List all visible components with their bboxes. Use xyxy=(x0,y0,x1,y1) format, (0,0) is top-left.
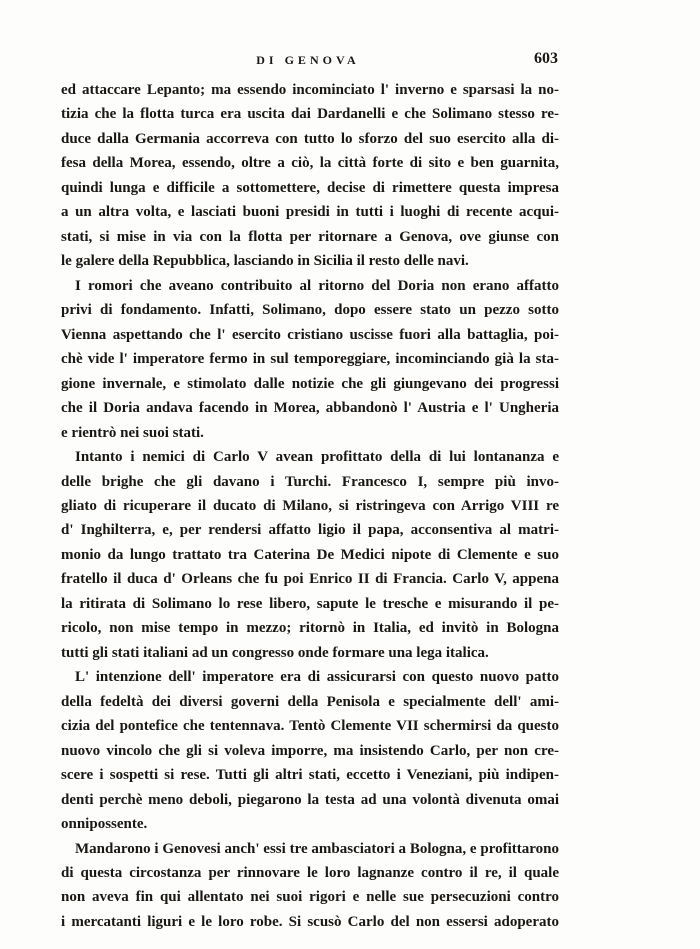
text-line: della fedeltà dei diversi governi della Penisola e specialmente dell' ami- xyxy=(61,693,559,710)
text-line: Mandarono i Genovesi anch' essi tre ambasciatori a Bologna, e profittarono xyxy=(75,840,559,857)
text-line: d' Inghilterra, e, per rendersi affatto ligio il papa, acconsentiva al matri- xyxy=(61,522,559,539)
text-line: L' intenzione dell' imperatore era di assicurarsi con questo nuovo patto xyxy=(75,669,559,686)
paragraph xyxy=(61,78,559,274)
paragraph xyxy=(61,274,559,445)
text-line: monio da lungo trattato tra Caterina De Medici nipote di Clemente e suo xyxy=(61,546,559,563)
text-line: ed attaccare Lepanto; ma essendo incominciato l' inverno e sparsasi la no- xyxy=(61,82,559,98)
paragraph xyxy=(61,837,559,935)
text-line: di questa circostanza per rinnovare le loro lagnanze contro il re, il quale xyxy=(61,865,559,881)
running-title: DI GENOVA xyxy=(256,53,360,67)
body-text xyxy=(61,78,559,934)
text-line: quindi lunga e difficile a sottomettere, decise di rimettere questa impresa xyxy=(61,179,559,196)
text-line: gliato di ricuperare il ducato di Milano, si ristringeva con Arrigo VIII re xyxy=(61,497,559,514)
text-line: e rientrò nei suoi stati. xyxy=(61,424,204,441)
text-line: fratello il duca d' Orleans che fu poi Enrico II di Francia. Carlo V, appena xyxy=(61,571,559,588)
text-line: Vienna aspettando che l' esercito cristiano uscisse fuori alla battaglia, poi- xyxy=(61,326,559,343)
text-line: tizia che la flotta turca era uscita dai Dardanelli e che Solimano stesso re- xyxy=(61,106,559,123)
text-line: cizia del pontefice che tentennava. Tentò Clemente VII schermirsi da questo xyxy=(61,718,559,735)
text-line: Intanto i nemici di Carlo V avean profittato della di lui lontananza e xyxy=(75,449,559,466)
text-line: la ritirata di Solimano lo rese libero, sapute le tresche e misurando il pe- xyxy=(61,595,559,612)
text-line: scere i sospetti si rese. Tutti gli altri stati, eccetto i Veneziani, più indipen- xyxy=(61,767,559,784)
text-line: le galere della Repubblica, lasciando in Sicilia il resto delle navi. xyxy=(61,253,469,270)
text-line: non aveva fin qui allentato nei suoi rigori e nelle sue persecuzioni contro xyxy=(61,889,559,906)
text-line: privi di fondamento. Infatti, Solimano, dopo essere stato un pezzo sotto xyxy=(61,302,559,319)
text-line: chè vide l' imperatore fermo in sul temporeggiare, incominciando già la sta- xyxy=(61,351,559,368)
text-line: delle brighe che gli davano i Turchi. Francesco I, sempre più invo- xyxy=(61,473,559,490)
page-number: 603 xyxy=(534,50,558,67)
text-line: nuovo vincolo che gli si voleva imporre, ma insistendo Carlo, per non cre- xyxy=(61,742,559,759)
text-line: gione invernale, e stimolato dalle notizie che gli giungevano dei progressi xyxy=(61,375,559,392)
text-line: duce dalla Germania accorreva con tutto lo sforzo del suo esercito alla di- xyxy=(61,130,559,147)
text-line: fesa della Morea, essendo, oltre a ciò, la città forte di sito e ben guarnita, xyxy=(61,155,559,172)
text-line: tutti gli stati italiani ad un congresso onde formare una lega italica. xyxy=(61,644,489,661)
text-line: i mercatanti liguri e le loro robe. Si scusò Carlo del non essersi adoperato xyxy=(61,913,559,930)
text-line: stati, si mise in via con la flotta per ritornare a Genova, ove giunse con xyxy=(61,228,559,245)
running-head xyxy=(0,50,700,72)
paragraph xyxy=(61,665,559,836)
text-line: a un altra volta, e lasciati buoni presidi in tutti i luoghi di recente acqui- xyxy=(61,204,559,221)
text-line: onnipossente. xyxy=(61,816,148,833)
text-line: I romori che aveano contribuito al ritorno del Doria non erano affatto xyxy=(75,277,559,294)
text-line: ricolo, non mise tempo in mezzo; ritornò in Italia, ed invitò in Bologna xyxy=(61,620,559,637)
paragraph xyxy=(61,445,559,665)
text-line: che il Doria andava facendo in Morea, abbandonò l' Austria e l' Ungheria xyxy=(61,400,559,417)
text-line: denti perchè meno deboli, piegarono la testa ad una volontà divenuta omai xyxy=(61,791,559,808)
